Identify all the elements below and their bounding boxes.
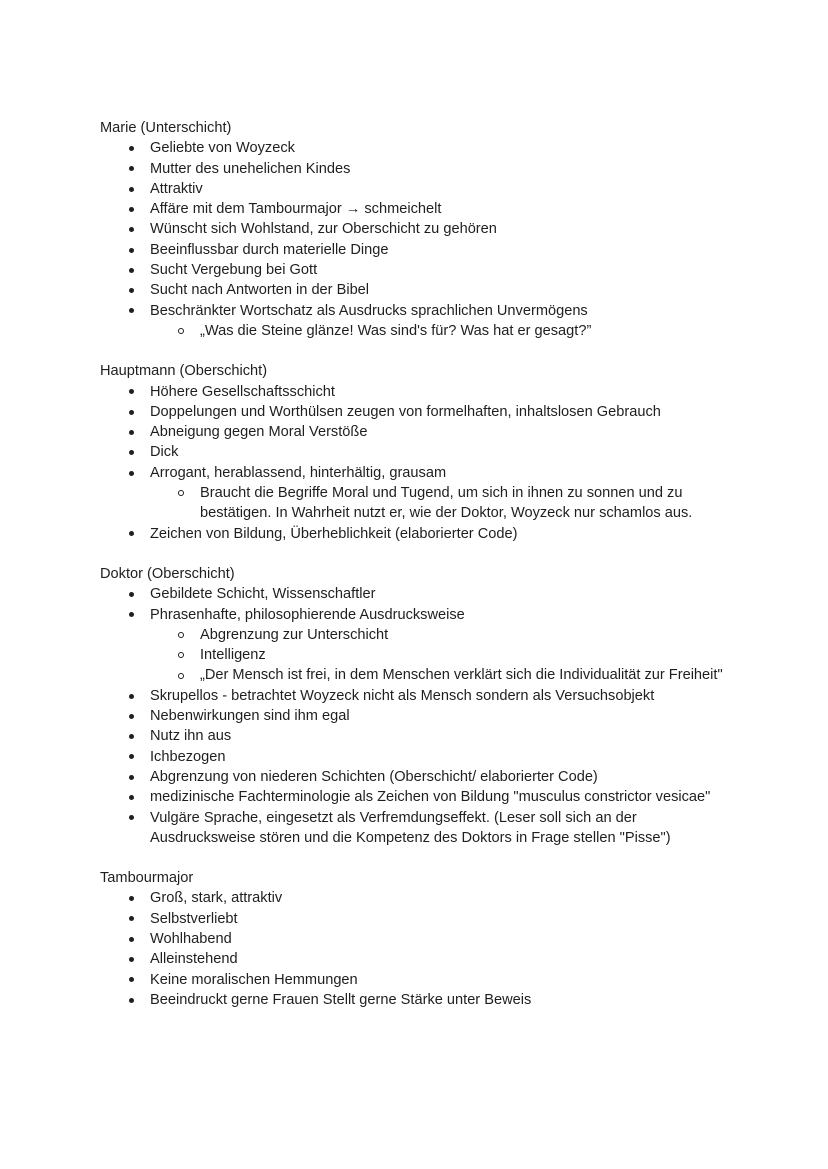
list-item: [150, 179, 740, 199]
sub-list-item-text: Intelligenz: [200, 647, 266, 664]
list-item-text: Wünscht sich Wohlstand, zur Oberschicht zu gehören: [150, 221, 497, 238]
list-item-text: Doppelungen und Worthülsen zeugen von formelhaften, inhaltslosen Gebrauch: [150, 403, 661, 420]
bullet-disc-icon: [125, 422, 137, 442]
list-item-text: Höhere Gesellschaftsschicht: [150, 383, 335, 400]
section-marie: [100, 118, 740, 341]
document-page: [100, 118, 740, 1030]
bullet-disc-icon: [125, 767, 137, 787]
section-heading: Marie (Unterschicht): [100, 120, 232, 136]
list-item: [150, 524, 740, 544]
sub-list-item-text: Braucht die Begriffe Moral und Tugend, um sich in ihnen zu sonnen und zu bestätigen. In Wahrheit nutzt er, wie der Doktor, Woyzeck nur schamlos aus.: [200, 485, 693, 522]
sub-list-item: [200, 483, 740, 524]
list-item: [150, 970, 740, 990]
list-item-text: medizinische Fachterminologie als Zeichen von Bildung "musculus constrictor vesicae": [150, 789, 711, 806]
list-item: [150, 402, 740, 422]
list-item-text: Arrogant, herablassend, hinterhältig, grausam: [150, 464, 447, 481]
bullet-circle-icon: [175, 645, 187, 665]
list-item-text: Beeinflussbar durch materielle Dinge: [150, 241, 389, 258]
bullet-disc-icon: [125, 219, 137, 239]
list-item: [150, 909, 740, 929]
bullet-disc-icon: [125, 929, 137, 949]
bullet-disc-icon: [125, 970, 137, 990]
list-item: [150, 787, 740, 807]
list-item: [150, 301, 740, 342]
sub-bullet-list: [150, 625, 740, 686]
list-item: [150, 442, 740, 462]
bullet-disc-icon: [125, 382, 137, 402]
list-item-text: Geliebte von Woyzeck: [150, 140, 295, 157]
sub-list-item-text: „Der Mensch ist frei, in dem Menschen verklärt sich die Individualität zur Freiheit": [200, 667, 723, 684]
list-item-text: Vulgäre Sprache, eingesetzt als Verfremdungseffekt. (Leser soll sich an der Ausdrucksweise stören und die Kompetenz des Doktors in Frage stellen "Pisse"): [150, 809, 671, 846]
bullet-disc-icon: [125, 605, 137, 625]
bullet-disc-icon: [125, 260, 137, 280]
list-item: [150, 584, 740, 604]
list-item: [150, 422, 740, 442]
list-item: [150, 726, 740, 746]
bullet-list: [100, 888, 740, 1010]
list-item: [150, 240, 740, 260]
bullet-disc-icon: [125, 179, 137, 199]
list-item-text: Keine moralischen Hemmungen: [150, 971, 358, 988]
sub-list-item-text: Abgrenzung zur Unterschicht: [200, 626, 389, 643]
list-item-text: Abneigung gegen Moral Verstöße: [150, 424, 368, 441]
list-item-text: Skrupellos - betrachtet Woyzeck nicht als Mensch sondern als Versuchsobjekt: [150, 687, 655, 704]
bullet-disc-icon: [125, 301, 137, 321]
list-item-text: Dick: [150, 444, 179, 461]
sub-list-item: [200, 625, 740, 645]
bullet-disc-icon: [125, 240, 137, 260]
list-item-text: Affäre mit dem Tambourmajor → schmeichelt: [150, 201, 442, 218]
list-item-text: Mutter des unehelichen Kindes: [150, 160, 351, 177]
bullet-list: [100, 382, 740, 544]
bullet-disc-icon: [125, 706, 137, 726]
bullet-disc-icon: [125, 138, 137, 158]
list-item: [150, 808, 740, 849]
bullet-disc-icon: [125, 726, 137, 746]
list-item-text: Alleinstehend: [150, 951, 238, 968]
list-item-text: Beschränkter Wortschatz als Ausdrucks sprachlichen Unvermögens: [150, 302, 588, 319]
list-item: [150, 929, 740, 949]
list-item-text: Sucht nach Antworten in der Bibel: [150, 282, 370, 299]
list-item: [150, 159, 740, 179]
bullet-disc-icon: [125, 402, 137, 422]
list-item: [150, 463, 740, 524]
bullet-disc-icon: [125, 442, 137, 462]
bullet-disc-icon: [125, 584, 137, 604]
list-item: [150, 706, 740, 726]
bullet-disc-icon: [125, 686, 137, 706]
list-item: [150, 219, 740, 239]
list-item-text: Attraktiv: [150, 180, 203, 197]
list-item: [150, 686, 740, 706]
bullet-disc-icon: [125, 808, 137, 828]
list-item: [150, 138, 740, 158]
sub-list-item: [200, 321, 740, 341]
sub-list-item: [200, 665, 740, 685]
bullet-circle-icon: [175, 321, 187, 341]
sub-list-item-text: „Was die Steine glänze! Was sind's für? Was hat er gesagt?”: [200, 322, 592, 339]
list-item-text: Nebenwirkungen sind ihm egal: [150, 708, 350, 725]
list-item-text: Zeichen von Bildung, Überheblichkeit (elaborierter Code): [150, 525, 518, 542]
bullet-disc-icon: [125, 909, 137, 929]
list-item-text: Abgrenzung von niederen Schichten (Oberschicht/ elaborierter Code): [150, 768, 598, 785]
list-item: [150, 747, 740, 767]
bullet-disc-icon: [125, 747, 137, 767]
section-hauptmann: [100, 361, 740, 544]
list-item-text: Beeindruckt gerne Frauen Stellt gerne Stärke unter Beweis: [150, 991, 532, 1008]
list-item: [150, 888, 740, 908]
section-doktor: [100, 564, 740, 848]
list-item: [150, 767, 740, 787]
bullet-disc-icon: [125, 787, 137, 807]
list-item: [150, 605, 740, 686]
list-item-text: Gebildete Schicht, Wissenschaftler: [150, 586, 376, 603]
bullet-disc-icon: [125, 463, 137, 483]
bullet-disc-icon: [125, 990, 137, 1010]
list-item-text: Sucht Vergebung bei Gott: [150, 262, 318, 279]
bullet-disc-icon: [125, 888, 137, 908]
bullet-list: [100, 138, 740, 341]
bullet-circle-icon: [175, 483, 187, 503]
section-tambourmajor: [100, 868, 740, 1010]
list-item-text: Wohlhabend: [150, 930, 232, 947]
bullet-disc-icon: [125, 524, 137, 544]
list-item: [150, 280, 740, 300]
section-heading: Tambourmajor: [100, 870, 194, 887]
list-item-text: Selbstverliebt: [150, 910, 238, 927]
bullet-list: [100, 584, 740, 848]
bullet-disc-icon: [125, 280, 137, 300]
list-item-text: Groß, stark, attraktiv: [150, 890, 283, 907]
sub-bullet-list: [150, 483, 740, 524]
list-item-text: Nutz ihn aus: [150, 728, 232, 745]
list-item: [150, 949, 740, 969]
list-item-text: Ichbezogen: [150, 748, 226, 765]
bullet-disc-icon: [125, 159, 137, 179]
bullet-disc-icon: [125, 199, 137, 219]
list-item: [150, 199, 740, 219]
bullet-circle-icon: [175, 625, 187, 645]
sub-bullet-list: [150, 321, 740, 341]
bullet-disc-icon: [125, 949, 137, 969]
section-heading: Doktor (Oberschicht): [100, 565, 235, 582]
list-item: [150, 990, 740, 1010]
sub-list-item: [200, 645, 740, 665]
section-heading: Hauptmann (Oberschicht): [100, 363, 268, 380]
list-item: [150, 260, 740, 280]
bullet-circle-icon: [175, 665, 187, 685]
list-item-text: Phrasenhafte, philosophierende Ausdrucksweise: [150, 606, 465, 623]
list-item: [150, 382, 740, 402]
